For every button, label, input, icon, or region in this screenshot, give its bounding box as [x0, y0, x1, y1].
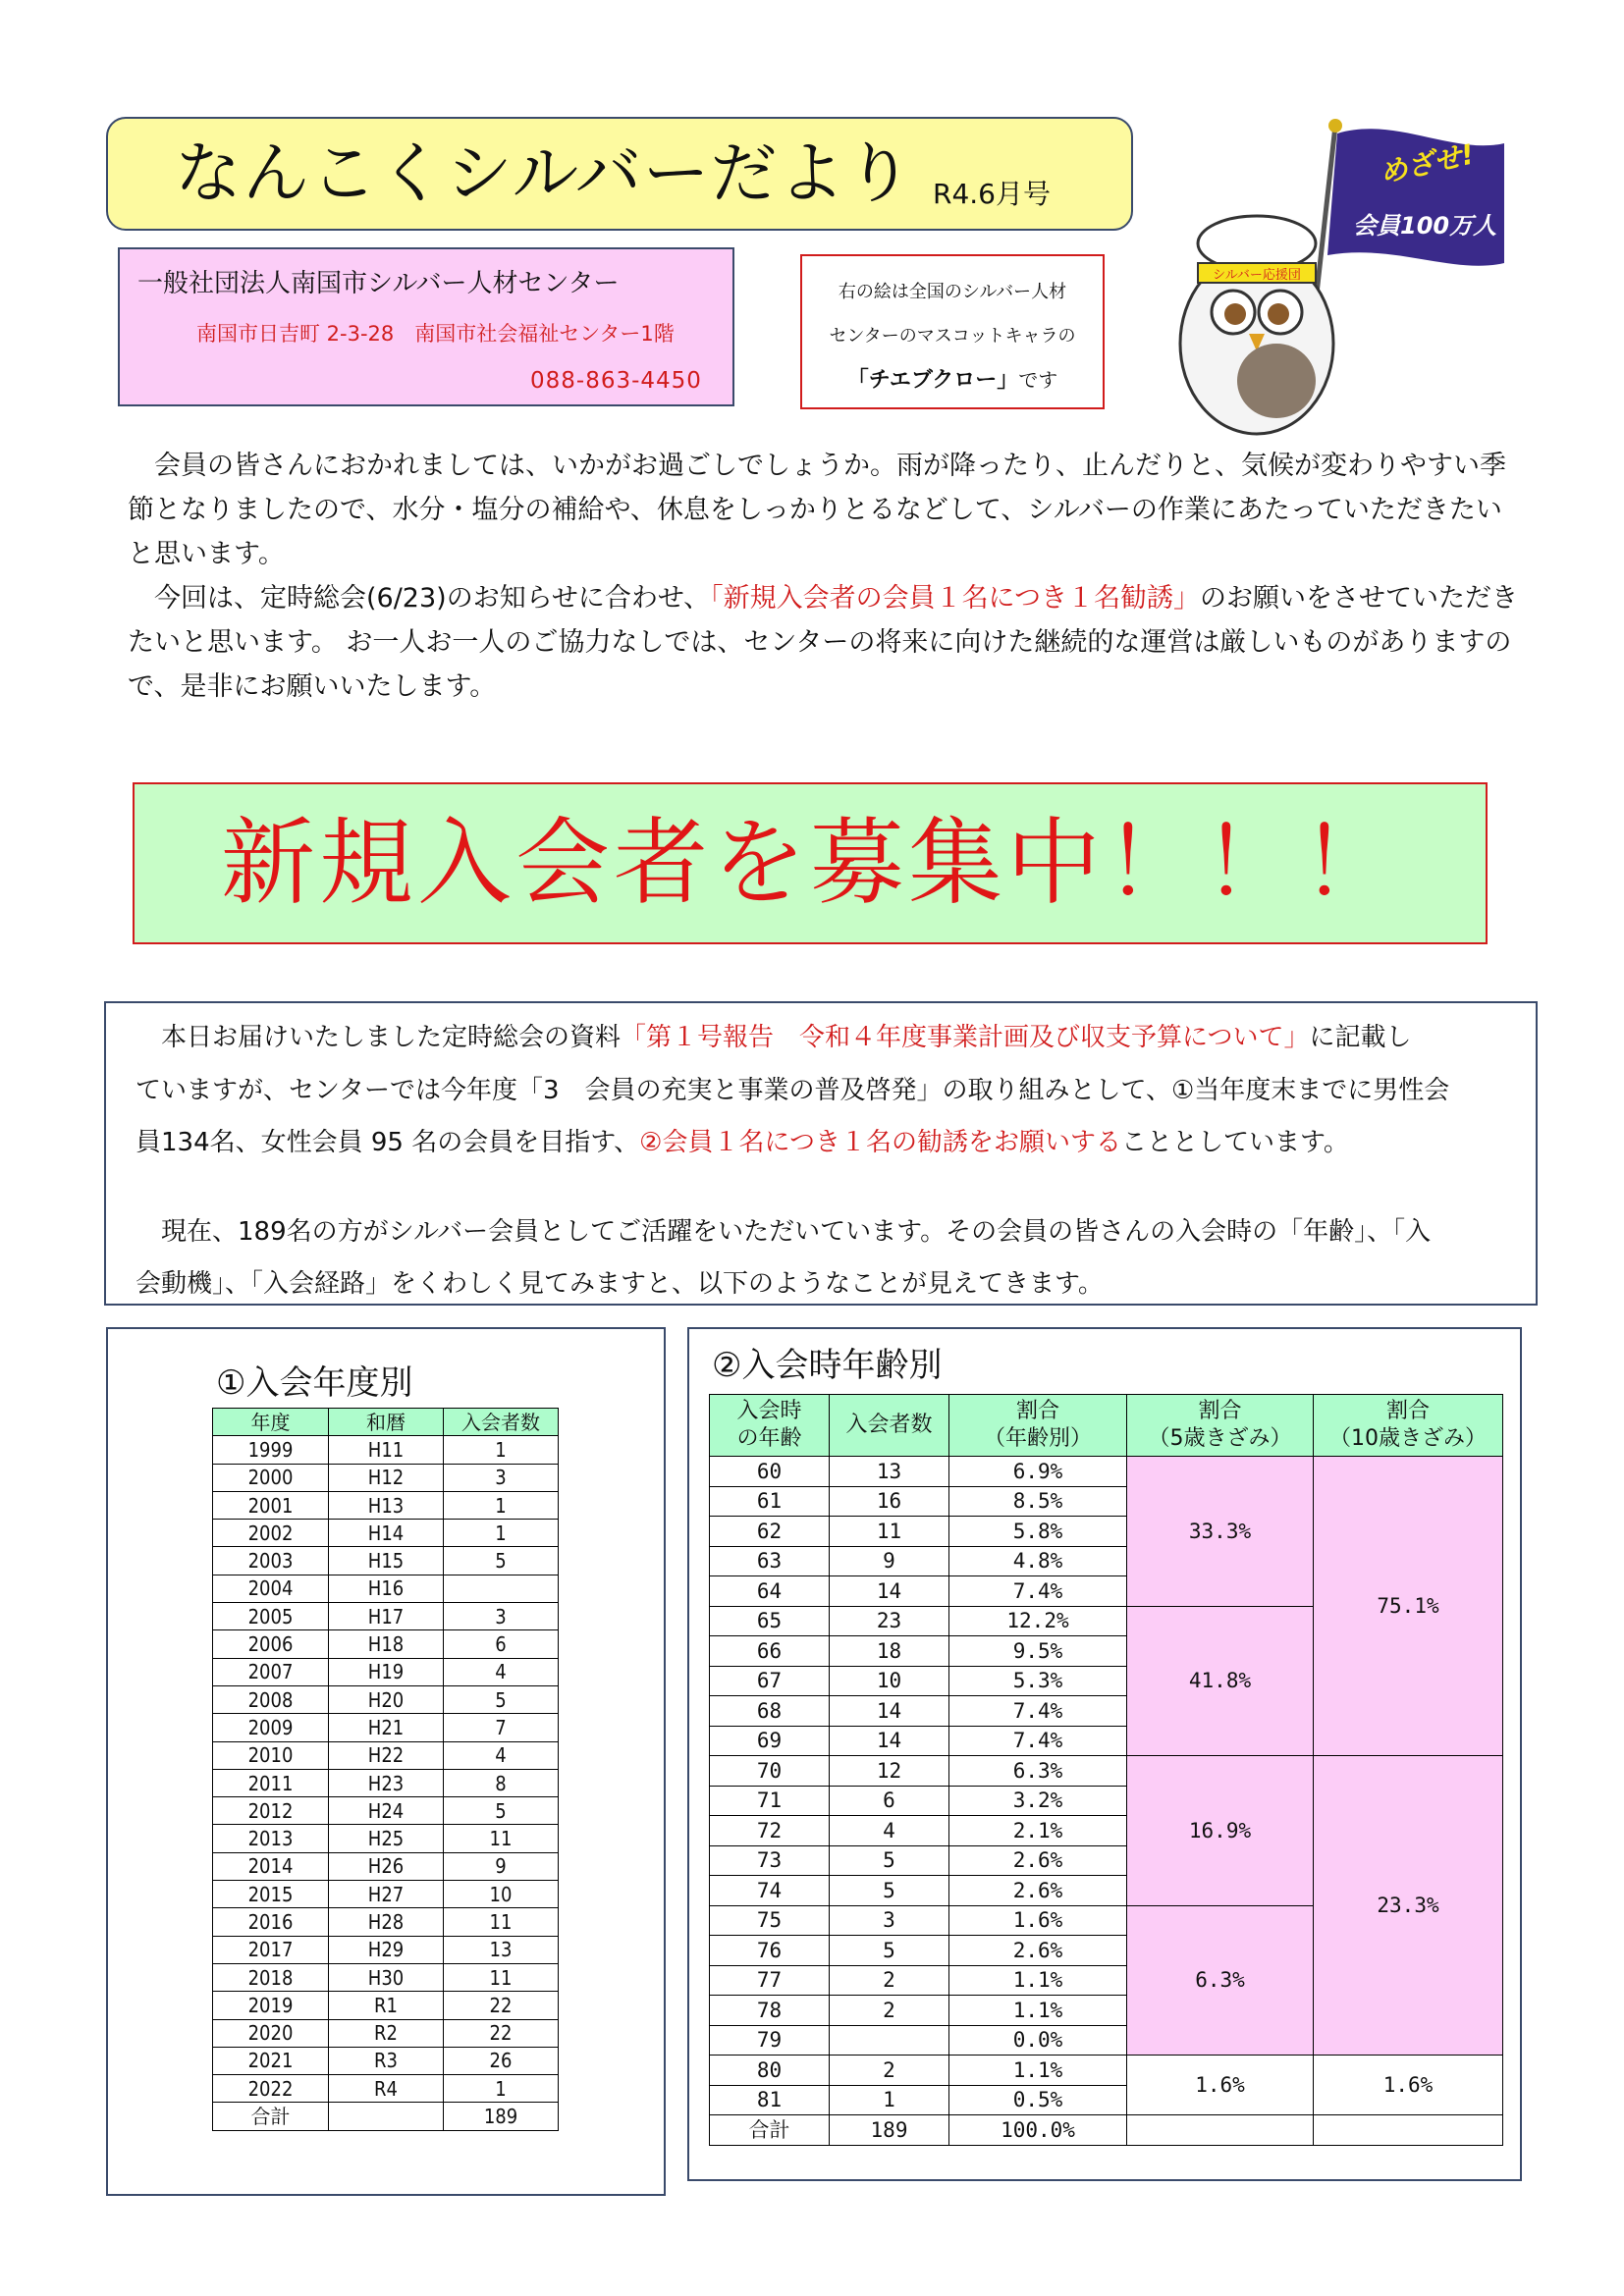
table-row [710, 1756, 1503, 1787]
info-line [161, 1021, 1516, 1054]
table-cell: 2016 [213, 1908, 329, 1936]
table-cell: 4 [444, 1658, 559, 1685]
table-row [213, 1908, 559, 1936]
five-year-ratio-cell: 1.6% [1127, 2056, 1314, 2115]
table-total-row [213, 2103, 559, 2130]
table-total-cell [329, 2103, 444, 2130]
table-cell: 10 [830, 1666, 949, 1696]
table-row [213, 2019, 559, 2047]
table-cell: 2012 [213, 1797, 329, 1825]
table-cell: 3 [444, 1603, 559, 1630]
table-cell: 80 [710, 2056, 830, 2086]
table-cell: 2 [830, 2056, 949, 2086]
info-text: こととしています。 [1120, 1128, 1349, 1157]
table-cell: 1 [444, 2075, 559, 2103]
table1-title: ①入会年度別 [216, 1363, 413, 1403]
table-cell: R4 [329, 2075, 444, 2103]
table-cell: H12 [329, 1464, 444, 1491]
table-cell: H20 [329, 1685, 444, 1713]
table-row [213, 1464, 559, 1491]
table-cell: R3 [329, 2047, 444, 2074]
table-cell: 77 [710, 1965, 830, 1996]
issue-label: R4.6月号 [933, 178, 1051, 210]
header-line: 入会時 [736, 1399, 802, 1423]
table-total-cell: 合計 [710, 2115, 830, 2146]
table-cell: 6 [444, 1630, 559, 1658]
info-box [104, 1001, 1538, 1306]
table-cell: 2006 [213, 1630, 329, 1658]
table-row [213, 1881, 559, 1908]
table-cell: 63 [710, 1546, 830, 1576]
table-row [213, 1825, 559, 1852]
table-cell: 14 [830, 1576, 949, 1607]
table-cell: 14 [830, 1696, 949, 1727]
table-cell: 2013 [213, 1825, 329, 1852]
organization-name: 一般社団法人南国市シルバー人材センター [137, 269, 620, 298]
table-total-cell: 189 [830, 2115, 949, 2146]
table-cell: 2015 [213, 1881, 329, 1908]
table-cell: H25 [329, 1825, 444, 1852]
mascot-left-pupil [1224, 303, 1246, 325]
table-cell: H13 [329, 1491, 444, 1519]
mascot-note-line [802, 367, 1103, 394]
table-cell: 69 [710, 1726, 830, 1756]
table-cell: 60 [710, 1457, 830, 1487]
table-cell: H23 [329, 1769, 444, 1796]
five-year-ratio-cell: 33.3% [1127, 1457, 1314, 1607]
table-cell: H19 [329, 1658, 444, 1685]
newsletter-title: なんこくシルバーだより [175, 135, 914, 213]
mascot-note-suffix: です [1018, 368, 1058, 392]
table-cell: 73 [710, 1845, 830, 1876]
ten-year-ratio-cell: 1.6% [1314, 2056, 1503, 2115]
table-cell: 12.2% [949, 1606, 1127, 1636]
ten-year-ratio-cell: 75.1% [1314, 1457, 1503, 1756]
table-header-cell: 年度 [213, 1409, 329, 1436]
table-cell: 7.4% [949, 1726, 1127, 1756]
info-line: 会動機」、「入会経路」をくわしく見てみますと、以下のようなことが見えてきます。 [135, 1269, 1104, 1299]
table-row [213, 1491, 559, 1519]
table-cell: 2001 [213, 1491, 329, 1519]
table-cell: 3.2% [949, 1786, 1127, 1816]
table-cell: 1.6% [949, 1905, 1127, 1936]
table-header-cell [1314, 1395, 1503, 1457]
headband-text: シルバー応援団 [1213, 268, 1301, 283]
mascot-note [800, 254, 1105, 409]
table-cell: 1.1% [949, 2056, 1127, 2086]
table-cell: 78 [710, 1996, 830, 2026]
table-cell: 13 [444, 1936, 559, 1963]
table-row [710, 1457, 1503, 1487]
info-line [135, 1126, 1516, 1159]
table-cell: 1 [444, 1436, 559, 1464]
table-cell: 2014 [213, 1852, 329, 1880]
table-header-cell [1127, 1395, 1314, 1457]
table-row [213, 1741, 559, 1769]
table-cell: H30 [329, 1963, 444, 1991]
table-cell: 1999 [213, 1436, 329, 1464]
table-row [213, 1963, 559, 1991]
header-line: 割合 [1385, 1399, 1430, 1423]
table-cell: H28 [329, 1908, 444, 1936]
table-cell: 0.5% [949, 2085, 1127, 2115]
table-cell: 74 [710, 1876, 830, 1906]
table-cell: H14 [329, 1520, 444, 1547]
table-cell: 64 [710, 1576, 830, 1607]
table-row [213, 1936, 559, 1963]
table-cell: 3 [444, 1464, 559, 1491]
mascot-right-pupil [1268, 303, 1289, 325]
banner-text: 新規入会者を募集中！！！ [221, 808, 1399, 918]
table-cell: 5.8% [949, 1517, 1127, 1547]
table-cell: 2002 [213, 1520, 329, 1547]
table-cell: 62 [710, 1517, 830, 1547]
table-row [213, 2075, 559, 2103]
info-line: ていますが、センターでは今年度「3 会員の充実と事業の普及啓発」の取り組みとして、①当年度末までに男性会 [135, 1076, 1450, 1105]
table-cell: 5 [444, 1547, 559, 1575]
info-text: 員134名、女性会員 95 名の会員を目指す、 [135, 1128, 640, 1157]
header-line: （10歳きざみ） [1329, 1426, 1487, 1451]
table-cell [830, 2025, 949, 2056]
table-total-cell: 100.0% [949, 2115, 1127, 2146]
table-cell: H15 [329, 1547, 444, 1575]
table-cell: 2019 [213, 1992, 329, 2019]
table-cell: 11 [444, 1963, 559, 1991]
table-cell: 7.4% [949, 1576, 1127, 1607]
table-cell: 4.8% [949, 1546, 1127, 1576]
table-cell: H21 [329, 1714, 444, 1741]
table2-title: ②入会時年齢別 [712, 1346, 943, 1385]
table-header-cell [830, 1395, 949, 1457]
table-cell: 1.1% [949, 1996, 1127, 2026]
table-cell: H29 [329, 1936, 444, 1963]
five-year-ratio-cell: 16.9% [1127, 1756, 1314, 1906]
table-cell: 4 [444, 1741, 559, 1769]
table-cell [444, 1575, 559, 1602]
table-cell: 13 [830, 1457, 949, 1487]
table-total-cell: 189 [444, 2103, 559, 2130]
table-cell: 11 [830, 1517, 949, 1547]
table-cell: 1 [444, 1520, 559, 1547]
mascot-note-line: 右の絵は全国のシルバー人材 [838, 282, 1067, 302]
table-cell: 2017 [213, 1936, 329, 1963]
table-cell: 26 [444, 2047, 559, 2074]
table-cell: 8.5% [949, 1486, 1127, 1517]
table-cell: H11 [329, 1436, 444, 1464]
table-row [213, 1630, 559, 1658]
table-header-cell [949, 1395, 1127, 1457]
table-row [213, 1547, 559, 1575]
table-total-row [710, 2115, 1503, 2146]
header-line: （年齢別） [983, 1426, 1092, 1451]
table-row [213, 1520, 559, 1547]
table-cell: 75 [710, 1905, 830, 1936]
table-total-cell: 合計 [213, 2103, 329, 2130]
table-cell: 72 [710, 1816, 830, 1846]
flag-text-2: 会員100万人 [1353, 212, 1497, 240]
table-cell: 4 [830, 1816, 949, 1846]
table-cell: 11 [444, 1825, 559, 1852]
table-cell: 5 [830, 1936, 949, 1966]
table-cell: 10 [444, 1881, 559, 1908]
join-year-table [212, 1408, 559, 2131]
table-row [213, 1603, 559, 1630]
mascot-illustration [1159, 116, 1512, 440]
table-row [213, 2047, 559, 2074]
table-cell: 9.5% [949, 1636, 1127, 1667]
table-cell: 6.9% [949, 1457, 1127, 1487]
table-cell: 6.3% [949, 1756, 1127, 1787]
mascot-wing [1237, 344, 1316, 418]
table-cell: 81 [710, 2085, 830, 2115]
info-text: 本日お届けいたしました定時総会の資料 [161, 1023, 622, 1052]
mascot-note-line: センターのマスコットキャラの [829, 326, 1076, 347]
table-cell: 11 [444, 1908, 559, 1936]
ten-year-ratio-cell: 23.3% [1314, 1756, 1503, 2056]
table-cell: H26 [329, 1852, 444, 1880]
info-highlight: ②会員１名につき１名の勧誘をお願いする [639, 1128, 1121, 1157]
header-line: （5歳きざみ） [1148, 1426, 1292, 1451]
table-cell: 2.6% [949, 1845, 1127, 1876]
table-row [213, 1769, 559, 1796]
organization-phone: 088-863-4450 [530, 368, 702, 394]
table-cell: 7.4% [949, 1696, 1127, 1727]
table-cell: 0.0% [949, 2025, 1127, 2056]
table-row [213, 1436, 559, 1464]
table-cell: 79 [710, 2025, 830, 2056]
intro-paragraph-2 [128, 576, 1522, 709]
table-cell: 2007 [213, 1658, 329, 1685]
table-row [710, 2056, 1503, 2086]
table-row [213, 1992, 559, 2019]
table-cell: 2 [830, 1965, 949, 1996]
header-line: 入会者数 [845, 1413, 933, 1437]
info-text: に記載し [1309, 1023, 1412, 1052]
flag-text-1: めざせ! [1377, 137, 1478, 189]
table-cell: H16 [329, 1575, 444, 1602]
table-cell: R1 [329, 1992, 444, 2019]
five-year-ratio-cell: 41.8% [1127, 1606, 1314, 1756]
table-cell: R2 [329, 2019, 444, 2047]
table-cell: H17 [329, 1603, 444, 1630]
intro-highlight: 「新規入会者の会員１名につき１名勧誘」 [710, 583, 1201, 614]
table-cell: 22 [444, 1992, 559, 2019]
table-cell: 2020 [213, 2019, 329, 2047]
table-cell: 5.3% [949, 1666, 1127, 1696]
info-line: 現在、189名の方がシルバー会員としてご活躍をいただいています。その会員の皆さんの入会時の「年齢」、「入 [161, 1217, 1432, 1247]
table-cell: 22 [444, 2019, 559, 2047]
table-cell: 67 [710, 1666, 830, 1696]
table-cell: 5 [444, 1797, 559, 1825]
table-cell: 6 [830, 1786, 949, 1816]
table-cell: 3 [830, 1905, 949, 1936]
table-cell: 9 [444, 1852, 559, 1880]
table-cell: 2004 [213, 1575, 329, 1602]
table-header-cell: 和暦 [329, 1409, 444, 1436]
table-cell: 2000 [213, 1464, 329, 1491]
table-cell: 1.1% [949, 1965, 1127, 1996]
table-cell: 8 [444, 1769, 559, 1796]
table-cell: H24 [329, 1797, 444, 1825]
recruitment-banner [133, 782, 1488, 944]
table-row [213, 1797, 559, 1825]
table-cell: 1 [444, 1491, 559, 1519]
table-cell: 5 [830, 1845, 949, 1876]
organization-address: 南国市日吉町 2-3-28 南国市社会福祉センター1階 [196, 322, 675, 346]
table-cell: 2011 [213, 1769, 329, 1796]
table-cell: 2009 [213, 1714, 329, 1741]
table-cell: 71 [710, 1786, 830, 1816]
header-line: の年齢 [736, 1426, 802, 1451]
intro-text: のお願いをさせていただきたいと思います。 お一人お一人のご協力なしでは、センターの将来に向けた継続的な運営は厳しいものがありますので、是非にお願いいたします。 [128, 583, 1519, 702]
table-cell: 5 [444, 1685, 559, 1713]
header-line: 割合 [1198, 1399, 1242, 1423]
table-cell: 2.6% [949, 1876, 1127, 1906]
table-cell: H27 [329, 1881, 444, 1908]
table-row [213, 1852, 559, 1880]
table-total-cell [1127, 2115, 1314, 2146]
table-cell: 12 [830, 1756, 949, 1787]
intro-text: 今回は、定時総会(6/23)のお知らせに合わせ、 [154, 583, 711, 614]
table-cell: 5 [830, 1876, 949, 1906]
table-cell: 2003 [213, 1547, 329, 1575]
table-cell: 2010 [213, 1741, 329, 1769]
header-line: 割合 [1015, 1399, 1059, 1423]
table-cell: 2021 [213, 2047, 329, 2074]
table-header-cell [710, 1395, 830, 1457]
flag-pole-top [1328, 119, 1342, 133]
table-row [213, 1658, 559, 1685]
table-row [213, 1575, 559, 1602]
table-cell: 16 [830, 1486, 949, 1517]
table-cell: 18 [830, 1636, 949, 1667]
table-total-cell [1314, 2115, 1503, 2146]
table-cell: 76 [710, 1936, 830, 1966]
table-cell: 2005 [213, 1603, 329, 1630]
mascot-name: 「チエブクロー」 [846, 368, 1019, 393]
table-cell: 7 [444, 1714, 559, 1741]
table-cell: 65 [710, 1606, 830, 1636]
table-cell: 2008 [213, 1685, 329, 1713]
table-header-row [213, 1409, 559, 1436]
intro-paragraph-1: 会員の皆さんにおかれましては、いかがお過ごしでしょうか。雨が降ったり、止んだりと、気候が変わりやすい季節となりましたので、水分・塩分の補給や、休息をしっかりとるなどして、シルバーの作業にあたっていただきたいと思います。 [128, 451, 1506, 569]
table-cell: 2.6% [949, 1936, 1127, 1966]
table-cell: 2018 [213, 1963, 329, 1991]
table-header-cell: 入会者数 [444, 1409, 559, 1436]
table-row [213, 1685, 559, 1713]
table-cell: 9 [830, 1546, 949, 1576]
table-cell: 14 [830, 1726, 949, 1756]
table-cell: 70 [710, 1756, 830, 1787]
table-cell: 2 [830, 1996, 949, 2026]
table-header-row [710, 1395, 1503, 1457]
table-row [213, 1714, 559, 1741]
table-cell: 2022 [213, 2075, 329, 2103]
table-cell: 68 [710, 1696, 830, 1727]
table-cell: H18 [329, 1630, 444, 1658]
table-cell: H22 [329, 1741, 444, 1769]
table-cell: 2.1% [949, 1816, 1127, 1846]
join-age-table [709, 1394, 1503, 2146]
five-year-ratio-cell: 6.3% [1127, 1905, 1314, 2056]
table-cell: 61 [710, 1486, 830, 1517]
table-cell: 23 [830, 1606, 949, 1636]
table-cell: 1 [830, 2085, 949, 2115]
table-cell: 66 [710, 1636, 830, 1667]
info-highlight: 「第１号報告 令和４年度事業計画及び収支予算について」 [621, 1023, 1310, 1052]
